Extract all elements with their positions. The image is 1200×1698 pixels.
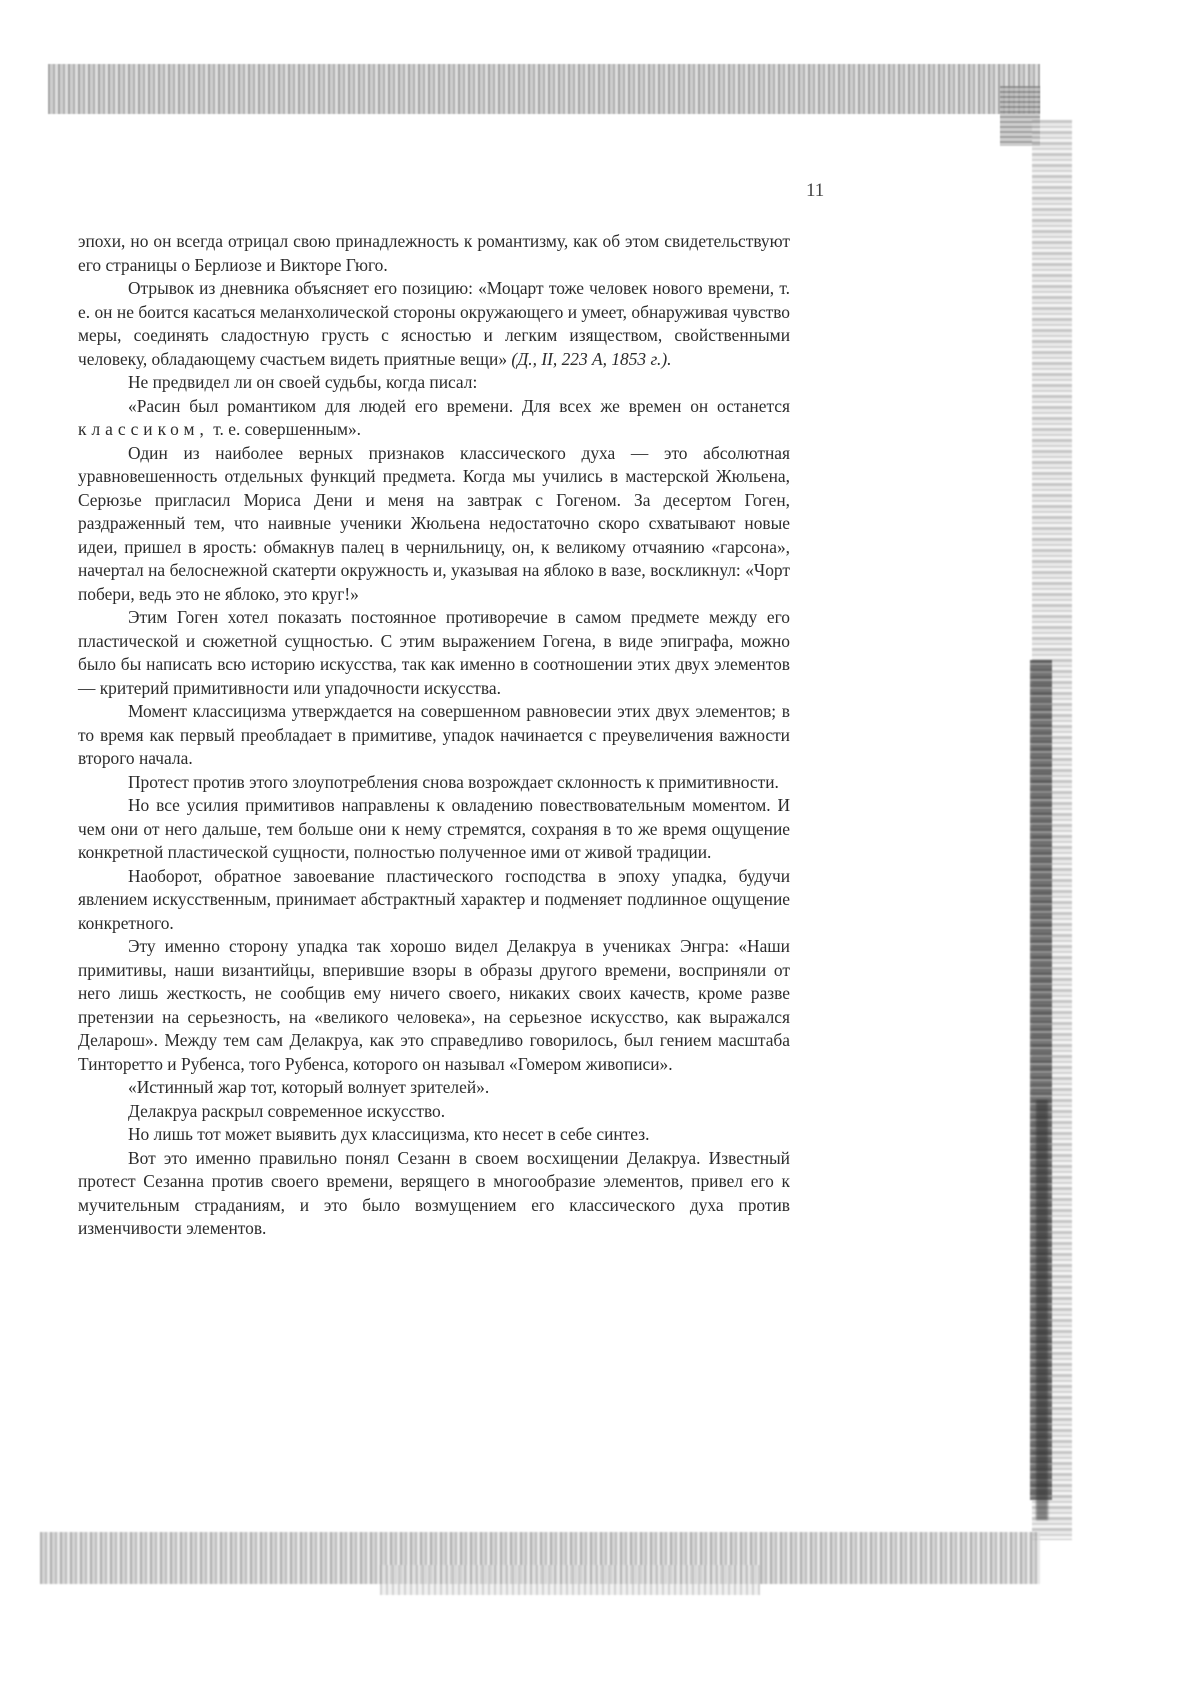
paragraph: Не предвидел ли он своей судьбы, когда писал:	[128, 372, 478, 392]
paragraph: Момент классицизма утверждается на совершенном равновесии этих двух элементов; в то время как первый преобладает в примитиве, упадок начинается с преувеличения важности второго начала.	[78, 701, 790, 768]
emphasized-word: классиком,	[78, 419, 209, 439]
quote	[78, 395, 790, 442]
paragraph: Протест против этого злоупотребления снова возрождает склонность к примитивности.	[128, 771, 779, 792]
paragraph	[78, 277, 790, 371]
paragraph-text: Отрывок из дневника объясняет его позицию: «Моцарт тоже человек нового времени, т. е. он не боится касаться меланхолической стороны окружающего и умеет, обнаруживая чувство меры, соединять сладостную грусть с ясностью и легким изяществом, свойственными человеку, обладающему счастьем видеть приятные вещи»	[78, 278, 790, 369]
paragraph: Этим Гоген хотел показать постоянное противоречие в самом предмете между его пластической и сюжетной сущностью. С этим выражением Гогена, в виде эпиграфа, можно было бы написать всю историю искусства, так как именно в соотношении этих двух элементов — критерий примитивности или упадочности искусства.	[78, 607, 790, 698]
paragraph: Эту именно сторону упадка так хорошо видел Делакруа в учениках Энгра: «Наши примитивы, наши византийцы, вперившие взоры в образы другого времени, восприняли от него лишь жесткость, не сообщив ему ничего своего, никаких своих качеств, кроме разве претензии на серьезность, на «великого человека», на серьезное искусство, как выражался Деларош». Между тем сам Делакруа, как это справедливо говорилось, был гением масштаба Тинторетто и Рубенса, того Рубенса, которого он называл «Гомером живописи».	[78, 936, 790, 1074]
paragraph: Но лишь тот может выявить дух классицизма, кто несет в себе синтез.	[128, 1124, 650, 1144]
quote-text-end: т. е. совершенным».	[213, 419, 362, 439]
quote: «Истинный жар тот, который волнует зрителей».	[128, 1077, 490, 1097]
paragraph: Но все усилия примитивов направлены к овладению повествовательным моментом. И чем они от него дальше, тем больше они к нему стремятся, сохраняя в то же время ощущение конкретной пластической сущности, полностью полученное ими от живой традиции.	[78, 795, 790, 862]
paragraph: Один из наиболее верных признаков классического духа — это абсолютная уравновешенность отдельных функций предмета. Когда мы учились в мастерской Жюльена, Серюзье пригласил Мориса Дени и меня на завтрак с Гогеном. За десертом Гоген, раздраженный тем, что наивные ученики Жюльена недостаточно скоро схватывают новые идеи, пришел в ярость: обмакнув палец в чернильницу, он, к великому отчаянию «гарсона», начертал на белоснежной скатерти окружность и, указывая на яблоко в вазе, воскликнул: «Чорт побери, ведь это не яблоко, это круг!»	[78, 442, 790, 604]
paragraph: Делакруа раскрыл современное искусство.	[128, 1100, 446, 1121]
scan-edge-bottom-underlay	[380, 1565, 760, 1595]
source-reference: (Д., II, 223 А, 1853 г.).	[511, 348, 672, 369]
paragraph: эпохи, но он всегда отрицал свою принадлежность к романтизму, как об этом свидетельствуют его страницы о Берлиозе и Викторе Гюго.	[78, 231, 790, 275]
scan-edge-right-dark	[1036, 1100, 1048, 1520]
scan-edge-top	[48, 64, 1040, 114]
paragraph: Вот это именно правильно понял Сезанн в своем восхищении Делакруа. Известный протест Сезанна против своего времени, верящего в многообразие элементов, привел его к мучительным страданиям, и это было возмущением его классического духа против изменчивости элементов.	[78, 1147, 790, 1238]
quote-text: «Расин был романтиком для людей его времени. Для всех же времен он останется	[128, 395, 790, 416]
paragraph: Наоборот, обратное завоевание пластического господства в эпоху упадка, будучи явлением искусственным, принимает абстрактный характер и подменяет подлинное ощущение конкретного.	[78, 865, 790, 933]
page-number: 11	[806, 180, 825, 201]
body-text	[78, 230, 790, 1241]
